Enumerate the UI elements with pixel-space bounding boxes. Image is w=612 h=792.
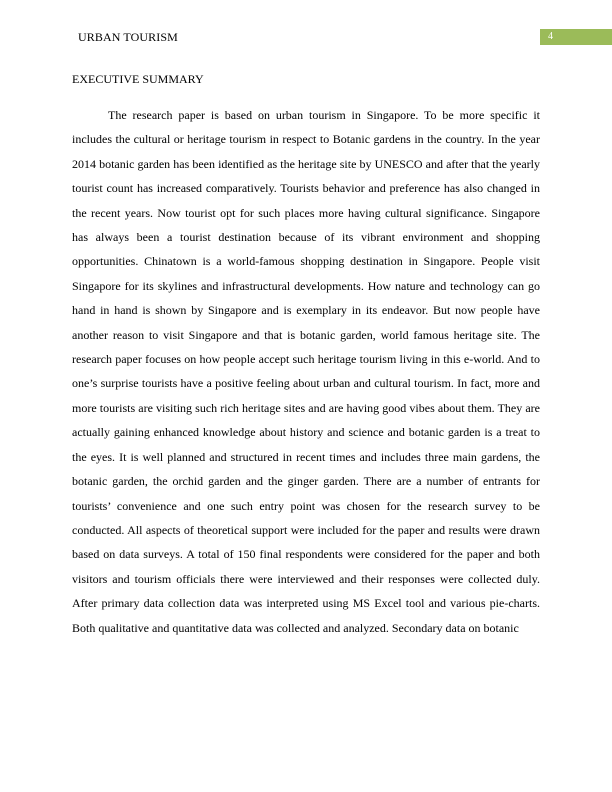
running-head: URBAN TOURISM xyxy=(78,30,178,44)
executive-summary-paragraph: The research paper is based on urban tourism in Singapore. To be more specific it includes the cultural or heritage tourism in respect to Botanic gardens in the country. In the year 2014 botanic garden has been identified as the heritage site by UNESCO and after that the yearly tourist count has increased comparatively. Tourists behavior and preference has also changed in the recent years. Now tourist opt for such places more having cultural significance. Singapore has always been a tourist destination because of its vibrant environment and shopping opportunities. Chinatown is a world-famous shopping destination in Singapore. People visit Singapore for its skylines and infrastructural developments. How nature and technology can go hand in hand is shown by Singapore and is exemplary in its endeavor. But now people have another reason to visit Singapore and that is botanic garden, world famous heritage site. The research paper focuses on how people accept such heritage tourism living in this e-world. And to one’s surprise tourists have a positive feeling about urban and cultural tourism. In fact, more and more tourists are visiting such rich heritage sites and are having good vibes about them. They are actually gaining enhanced knowledge about history and science and botanic garden is a treat to the eyes. It is well planned and structured in recent times and includes three main gardens, the botanic garden, the orchid garden and the ginger garden. There are a number of entrants for tourists’ convenience and one such entry point was chosen for the research survey to be conducted. All aspects of theoretical support were included for the paper and results were drawn based on data surveys. A total of 150 final respondents were considered for the paper and both visitors and tourism officials there were interviewed and their responses were collected duly. After primary data collection data was interpreted using MS Excel tool and various pie-charts. Both qualitative and quantitative data was collected and analyzed. Secondary data on botanic xyxy=(72,108,540,635)
page-header xyxy=(78,30,612,44)
page-number-badge xyxy=(540,29,612,45)
section-heading: EXECUTIVE SUMMARY xyxy=(72,72,204,86)
page-number: 4 xyxy=(548,31,553,42)
